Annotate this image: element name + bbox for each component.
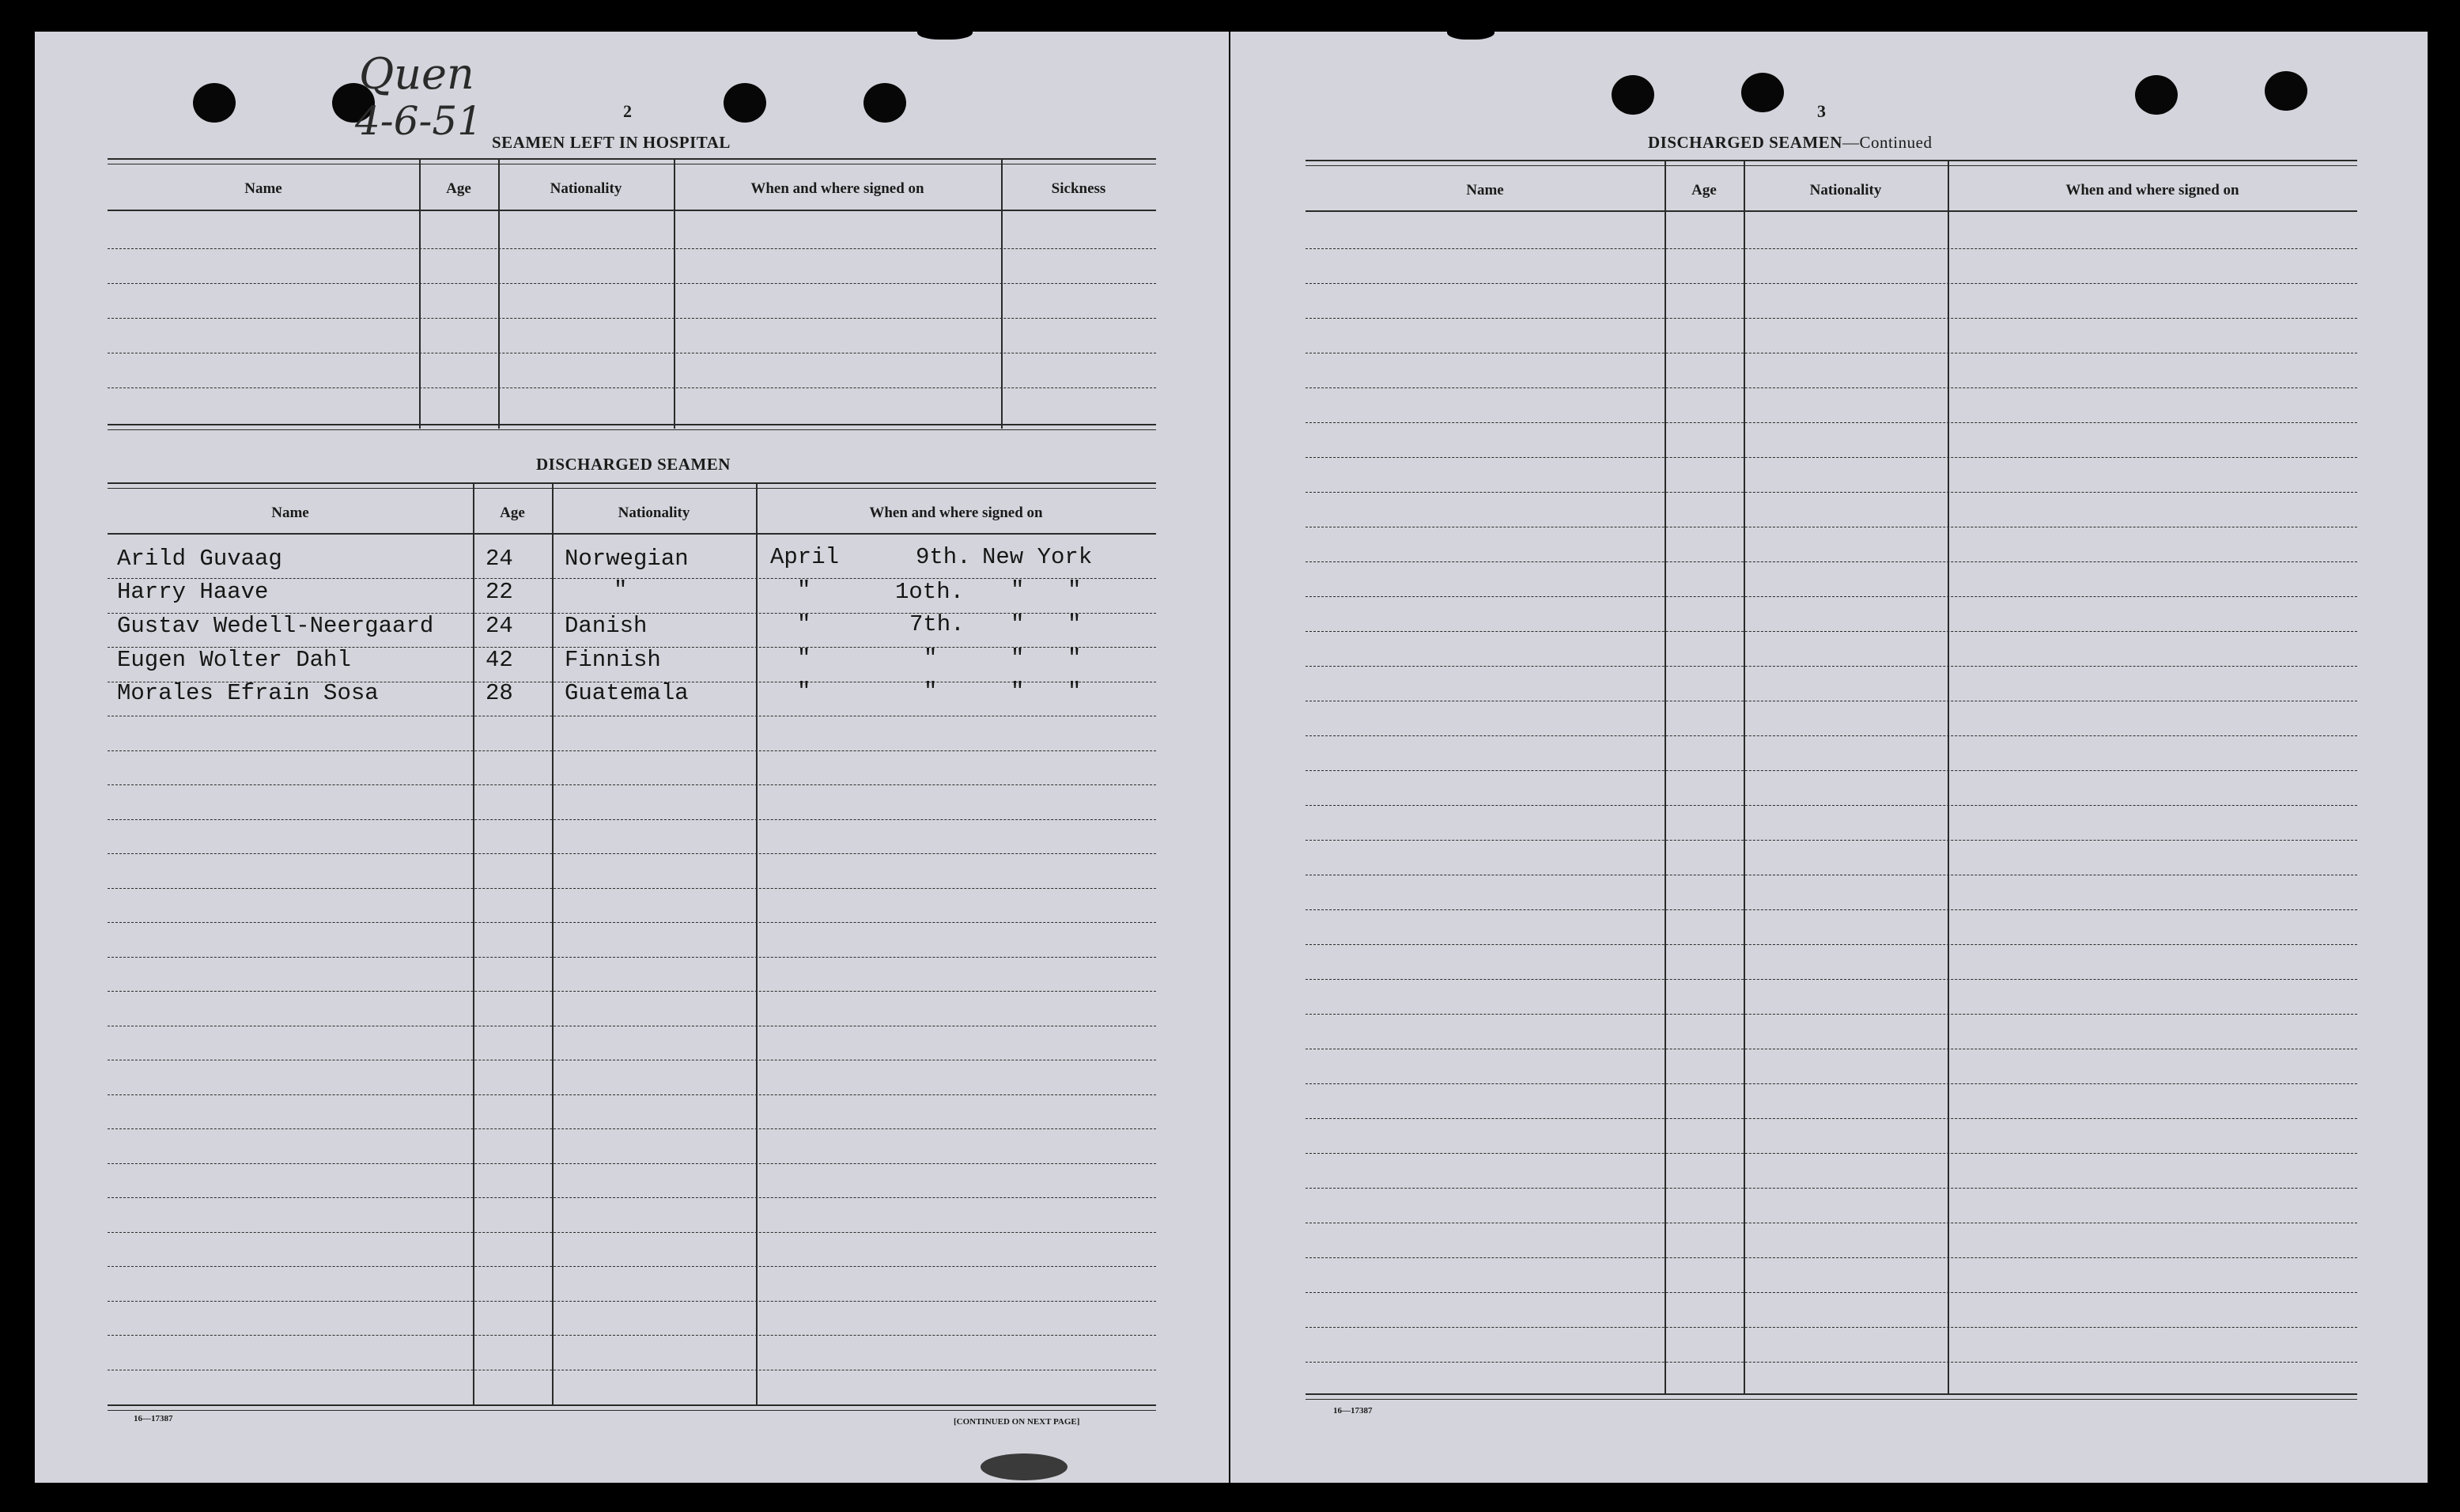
signed-on-day: 9th. <box>916 544 971 570</box>
ruled-line <box>1306 492 2357 493</box>
seaman-name: Arild Guvaag <box>117 546 282 572</box>
seaman-age: 28 <box>486 680 513 706</box>
hospital-section-title: SEAMEN LEFT IN HOSPITAL <box>492 133 731 152</box>
signed-on-city: " <box>1011 679 1025 705</box>
ruled-line <box>108 1163 1156 1164</box>
ruled-line <box>1306 1083 2357 1084</box>
ruled-line <box>1306 1014 2357 1015</box>
col-header-nationality: Nationality <box>550 180 622 197</box>
punch-hole <box>193 83 236 123</box>
discharged-table <box>108 482 1156 1455</box>
signed-on-month: " <box>797 611 811 637</box>
seaman-nationality: Norwegian <box>565 546 689 572</box>
discharged-continued-title <box>1648 133 1932 153</box>
seaman-nationality: Finnish <box>565 647 661 673</box>
hospital-table <box>108 158 1156 467</box>
ruled-line <box>1306 666 2357 667</box>
seaman-age: 42 <box>486 647 513 673</box>
ruled-line <box>1306 596 2357 597</box>
handwritten-note-line1: Quen <box>359 49 474 99</box>
ruled-line <box>108 1335 1156 1336</box>
ruled-line <box>1306 422 2357 423</box>
ruled-line <box>1306 735 2357 736</box>
ruled-line <box>1306 944 2357 945</box>
col-header-name: Name <box>1466 182 1504 198</box>
page-number: 2 <box>623 101 632 121</box>
seaman-name: Gustav Wedell-Neergaard <box>117 613 434 639</box>
ruled-line <box>1306 631 2357 632</box>
continued-note: [CONTINUED ON NEXT PAGE] <box>954 1417 1080 1427</box>
ruled-line <box>1306 318 2357 319</box>
seaman-name: Harry Haave <box>117 579 269 605</box>
seaman-age: 22 <box>486 579 513 605</box>
col-header-signed-on: When and where signed on <box>869 505 1043 521</box>
col-header-name: Name <box>244 180 282 197</box>
signed-on-month: " <box>797 679 811 705</box>
punch-hole <box>863 83 906 123</box>
ruled-line <box>108 1197 1156 1198</box>
scan-blot <box>917 22 973 40</box>
ruled-line <box>1306 1153 2357 1154</box>
col-header-name: Name <box>271 505 309 521</box>
signed-on-day: 7th. <box>909 611 965 637</box>
signed-on-mark: " <box>1068 679 1082 705</box>
scan-blot <box>981 1453 1068 1480</box>
ruled-line <box>1306 1188 2357 1189</box>
ruled-line <box>1306 1362 2357 1363</box>
left-page <box>35 32 1229 1483</box>
ruled-line <box>1306 1292 2357 1293</box>
signed-on-month: April <box>770 544 840 570</box>
signed-on-day: " <box>924 679 938 705</box>
page-number: 3 <box>1817 101 1826 121</box>
seaman-name: Morales Efrain Sosa <box>117 680 379 706</box>
signed-on-city: " <box>1011 645 1025 671</box>
ruled-line <box>108 991 1156 992</box>
signed-on-mark: " <box>1068 611 1082 637</box>
col-header-nationality: Nationality <box>1809 182 1882 198</box>
seaman-name: Eugen Wolter Dahl <box>117 647 351 673</box>
punch-hole <box>2135 75 2178 115</box>
ruled-line <box>108 853 1156 854</box>
ruled-line <box>108 922 1156 923</box>
seaman-age: 24 <box>486 613 513 639</box>
ruled-line <box>1306 805 2357 806</box>
ruled-line <box>1306 909 2357 910</box>
ruled-line <box>108 957 1156 958</box>
col-header-signed-on: When and where signed on <box>750 180 924 197</box>
form-number: 16—17387 <box>134 1414 173 1423</box>
seaman-age: 24 <box>486 546 513 572</box>
signed-on-mark: " <box>1068 645 1082 671</box>
ruled-line <box>108 1232 1156 1233</box>
ruled-line <box>1306 1257 2357 1258</box>
seaman-nationality: Danish <box>565 613 648 639</box>
ruled-line <box>1306 283 2357 284</box>
ruled-line <box>108 888 1156 889</box>
punch-hole <box>724 83 766 123</box>
ruled-line <box>1306 387 2357 388</box>
punch-hole <box>2265 71 2307 111</box>
seaman-nationality: Guatemala <box>565 680 689 706</box>
ruled-line <box>108 784 1156 785</box>
col-header-age: Age <box>1691 182 1717 198</box>
punch-hole <box>1612 75 1654 115</box>
discharged-section-title: DISCHARGED SEAMEN <box>536 455 731 474</box>
discharged-continued-table <box>1306 160 2357 1441</box>
col-header-sickness: Sickness <box>1051 180 1106 197</box>
ruled-line <box>1306 1118 2357 1119</box>
col-header-nationality: Nationality <box>618 505 690 521</box>
punch-hole <box>1741 73 1784 112</box>
ruled-line <box>1306 979 2357 980</box>
signed-on-month: " <box>797 577 811 603</box>
signed-on-day: " <box>924 645 938 671</box>
signed-on-mark: " <box>1068 577 1082 603</box>
ruled-line <box>108 1094 1156 1095</box>
signed-on-day: 1oth. <box>895 579 965 605</box>
col-header-age: Age <box>500 505 525 521</box>
right-page <box>1230 32 2428 1483</box>
handwritten-note-line2: 4-6-51 <box>355 98 483 144</box>
signed-on-month: " <box>797 645 811 671</box>
ruled-line <box>1306 1327 2357 1328</box>
ruled-line <box>1306 457 2357 458</box>
ruled-line <box>108 1128 1156 1129</box>
ruled-line <box>108 819 1156 820</box>
col-header-signed-on: When and where signed on <box>2065 182 2239 198</box>
ruled-line <box>108 750 1156 751</box>
title-main: DISCHARGED SEAMEN <box>1648 133 1842 152</box>
title-continued: —Continued <box>1842 133 1933 152</box>
signed-on-city: " <box>1011 577 1025 603</box>
ruled-line <box>1306 840 2357 841</box>
ruled-line <box>1306 770 2357 771</box>
ruled-line <box>1306 561 2357 562</box>
form-number: 16—17387 <box>1333 1406 1373 1416</box>
ruled-line <box>108 1266 1156 1267</box>
scan-blot <box>1447 22 1495 40</box>
ruled-line <box>1306 248 2357 249</box>
signed-on-city: " <box>1011 611 1025 637</box>
signed-on-city: New York <box>982 544 1093 570</box>
col-header-age: Age <box>446 180 471 197</box>
ruled-line <box>108 1301 1156 1302</box>
seaman-nationality: " <box>614 577 628 603</box>
